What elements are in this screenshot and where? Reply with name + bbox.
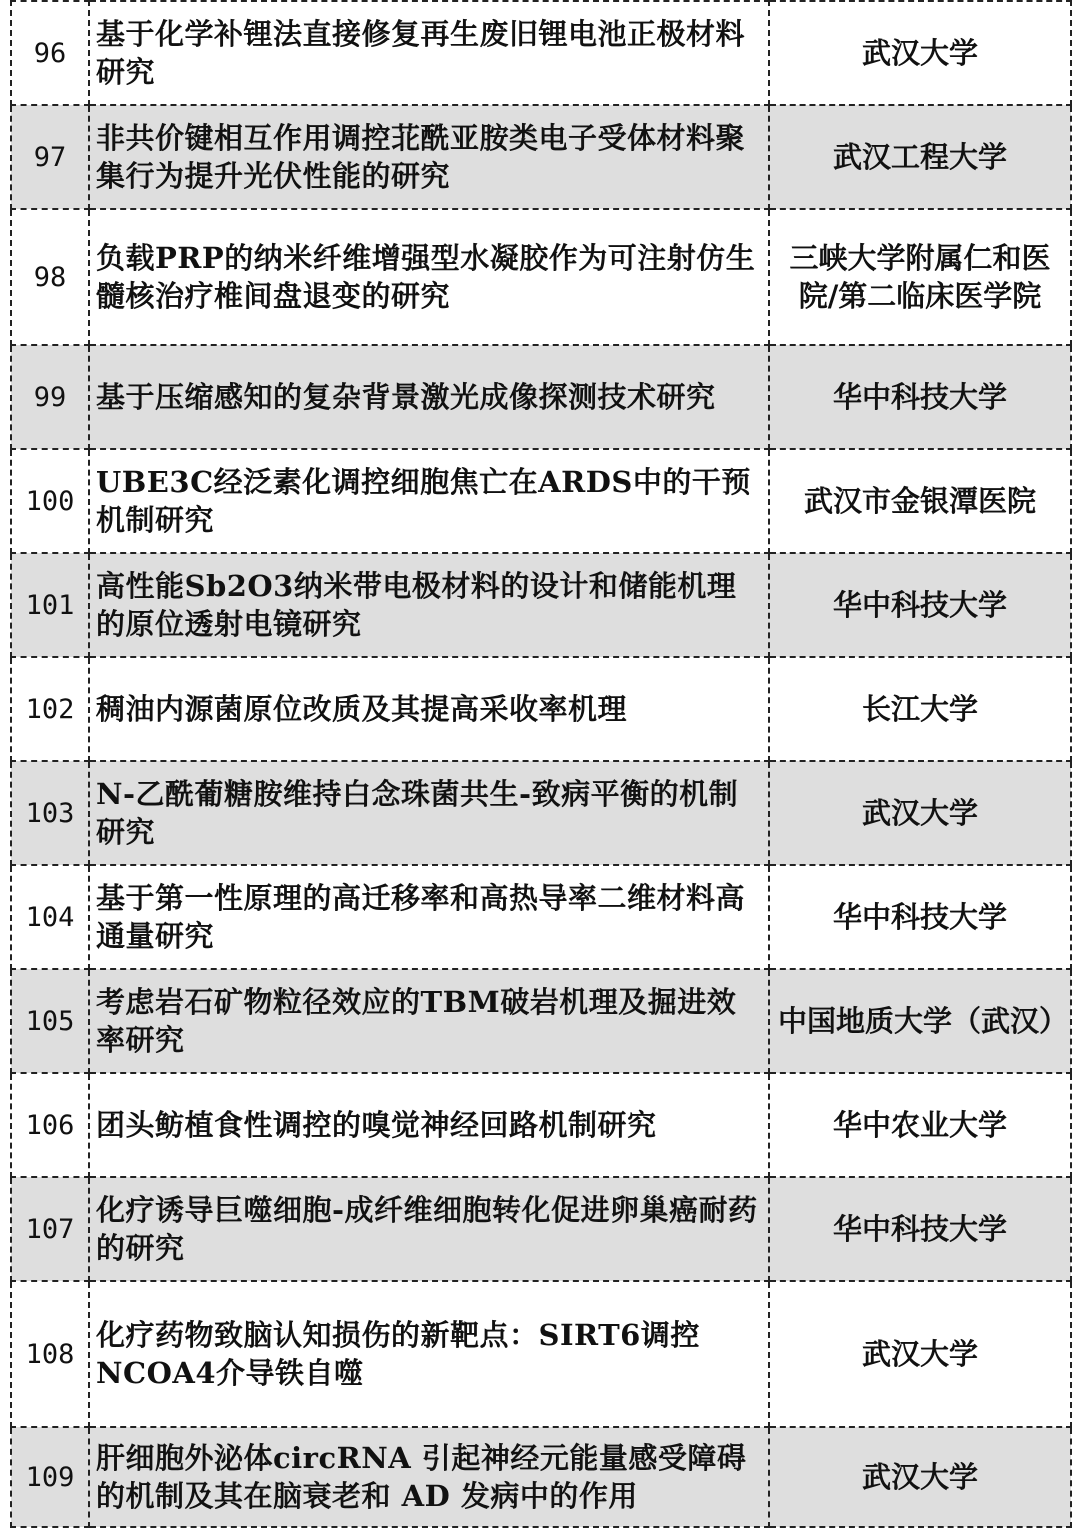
row-number: 101: [11, 553, 89, 657]
table-row: [11, 761, 1071, 865]
project-title: 高性能Sb2O3纳米带电极材料的设计和储能机理的原位透射电镜研究: [89, 553, 769, 657]
institution: 中国地质大学（武汉）: [769, 969, 1071, 1073]
institution: 长江大学: [769, 657, 1071, 761]
project-title: 团头鲂植食性调控的嗅觉神经回路机制研究: [89, 1073, 769, 1177]
institution: 武汉大学: [769, 1, 1071, 105]
table-row: [11, 1177, 1071, 1281]
institution: 华中农业大学: [769, 1073, 1071, 1177]
table-row: [11, 865, 1071, 969]
table-row: [11, 345, 1071, 449]
row-number: 100: [11, 449, 89, 553]
table-row: [11, 449, 1071, 553]
institution: 武汉大学: [769, 1427, 1071, 1527]
project-table: [10, 0, 1072, 1528]
project-title: 肝细胞外泌体circRNA 引起神经元能量感受障碍的机制及其在脑衰老和 AD 发病中的作用: [89, 1427, 769, 1527]
table-row: [11, 1073, 1071, 1177]
institution: 华中科技大学: [769, 865, 1071, 969]
row-number: 98: [11, 209, 89, 345]
institution: 华中科技大学: [769, 1177, 1071, 1281]
project-title: UBE3C经泛素化调控细胞焦亡在ARDS中的干预机制研究: [89, 449, 769, 553]
row-number: 106: [11, 1073, 89, 1177]
row-number: 96: [11, 1, 89, 105]
row-number: 103: [11, 761, 89, 865]
row-number: 107: [11, 1177, 89, 1281]
project-title: 负载PRP的纳米纤维增强型水凝胶作为可注射仿生髓核治疗椎间盘退变的研究: [89, 209, 769, 345]
table-row: [11, 209, 1071, 345]
row-number: 109: [11, 1427, 89, 1527]
row-number: 105: [11, 969, 89, 1073]
institution: 武汉大学: [769, 761, 1071, 865]
row-number: 99: [11, 345, 89, 449]
row-number: 97: [11, 105, 89, 209]
project-title: 化疗药物致脑认知损伤的新靶点：SIRT6调控NCOA4介导铁自噬: [89, 1281, 769, 1427]
project-title: 稠油内源菌原位改质及其提高采收率机理: [89, 657, 769, 761]
table-row: [11, 1427, 1071, 1527]
table-row: [11, 657, 1071, 761]
row-number: 102: [11, 657, 89, 761]
project-title: 基于压缩感知的复杂背景激光成像探测技术研究: [89, 345, 769, 449]
project-title: 非共价键相互作用调控苝酰亚胺类电子受体材料聚集行为提升光伏性能的研究: [89, 105, 769, 209]
table-row: [11, 1, 1071, 105]
institution: 武汉工程大学: [769, 105, 1071, 209]
institution: 武汉大学: [769, 1281, 1071, 1427]
table-row: [11, 553, 1071, 657]
table-row: [11, 969, 1071, 1073]
institution: 华中科技大学: [769, 553, 1071, 657]
project-title: 基于化学补锂法直接修复再生废旧锂电池正极材料研究: [89, 1, 769, 105]
table-row: [11, 105, 1071, 209]
row-number: 108: [11, 1281, 89, 1427]
project-title: 基于第一性原理的高迁移率和高热导率二维材料高通量研究: [89, 865, 769, 969]
institution: 华中科技大学: [769, 345, 1071, 449]
project-title: 化疗诱导巨噬细胞-成纤维细胞转化促进卵巢癌耐药的研究: [89, 1177, 769, 1281]
project-title: 考虑岩石矿物粒径效应的TBM破岩机理及掘进效率研究: [89, 969, 769, 1073]
table-row: [11, 1281, 1071, 1427]
institution: 三峡大学附属仁和医院/第二临床医学院: [769, 209, 1071, 345]
institution: 武汉市金银潭医院: [769, 449, 1071, 553]
project-title: N-乙酰葡糖胺维持白念珠菌共生-致病平衡的机制研究: [89, 761, 769, 865]
row-number: 104: [11, 865, 89, 969]
